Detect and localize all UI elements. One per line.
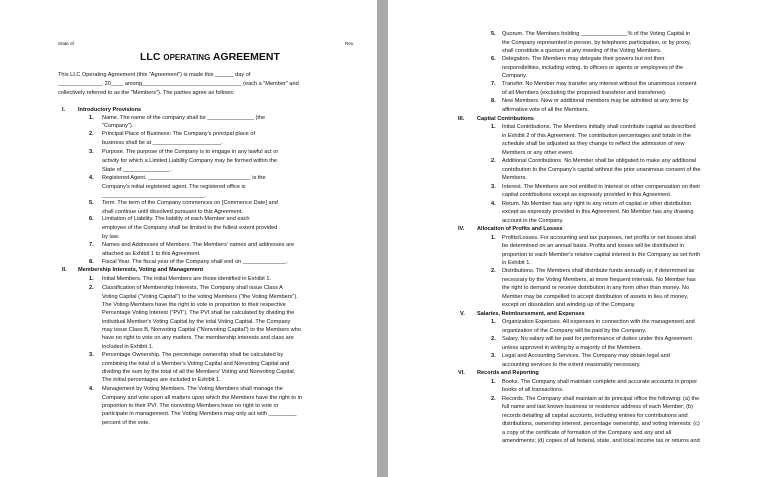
text-line: individual Member's Voting Capital by the total Voting Capital. The Company (102, 319, 291, 325)
text-line: amendments; (d) copies of all federal, state, and local income tax or returns and (502, 438, 700, 444)
text-line: Interest. The Members are not entitled to interest or other compensation on their (502, 184, 701, 190)
text-line: Members. (502, 175, 527, 181)
text-line: books of all transactions. (502, 387, 564, 393)
text-line: Records. The Company shall maintain at its principal office the following: (a) the (502, 396, 700, 402)
text-line: Delegation. The Members may delegate their powers but not their (502, 56, 665, 62)
text-line: Voting Capital ("Voting Capital") to the voting Members ("the Voting Members"). (102, 294, 298, 300)
text-line: contribution to the Company's capital without the prior unanimous consent of the (502, 167, 701, 173)
text-line: Name. The name of the company shall be _______________ (the (102, 115, 266, 121)
text-line: shall continue until dissolved pursuant to this Agreement. (102, 209, 243, 215)
revision-label: Rev. (345, 41, 355, 46)
text-line: IV. (458, 226, 465, 232)
text-line: except on dissolution and winding up of the Company. (502, 302, 636, 308)
text-line: V. (460, 311, 465, 317)
text-line: Organization Expenses. All expenses in connection with the management and (502, 319, 695, 325)
text-line: the right to demand or receive distribution in any form other than money. No (502, 285, 690, 291)
text-line: Return. No Member has any right to any return of capital or other distribution (502, 201, 692, 207)
text-line: 5. (89, 200, 94, 206)
text-line: III. (458, 116, 465, 122)
text-line: 2. (491, 396, 496, 402)
document-page-left (0, 0, 377, 477)
text-line: Salaries, Reimbursement, and Expenses (477, 311, 585, 317)
text-line: 1. (89, 276, 94, 282)
title-part-agreement: AGREEMENT (212, 51, 280, 63)
text-line: Classification of Membership Interests. The Company shall issue Class A (102, 285, 283, 291)
text-line: full name and last known business or residence address of each Member; (b) (502, 404, 693, 410)
document-title (140, 51, 280, 63)
text-line: The Voting Members have the right to vote in proportion to their respective (102, 302, 286, 308)
text-line: 6. (89, 216, 94, 222)
text-line: 1. (491, 319, 496, 325)
text-line: 7. (89, 242, 94, 248)
text-line: The initial percentages are included in Exhibit 1. (102, 377, 221, 383)
text-line: II. (62, 267, 67, 273)
text-line: 8. (89, 259, 94, 265)
text-line: except as expressly provided in this Agreement. No Member has any drawing (502, 209, 694, 215)
text-line: 1. (491, 235, 496, 241)
text-line: Percentage Voting Interest ("PVI"). The PVI shall be calculated by dividing the (102, 310, 295, 316)
text-line: distributions, ownership interest, percentage ownership, and voting interests; (c) (502, 421, 700, 427)
text-line: Members or any other event. (502, 150, 574, 156)
text-line: Additional Contributions. No Member shall be obligated to make any additional (502, 158, 697, 164)
text-line: Profits/Losses. For accounting and tax purposes, net profits or net losses shall (502, 235, 696, 241)
text-line: Capital Contributions (477, 116, 534, 122)
text-line: Company. (502, 73, 528, 79)
text-line: affirmative vote of all the Members. (502, 107, 589, 113)
text-line: 4. (89, 175, 94, 181)
text-line: 1. (491, 124, 496, 130)
text-line: Names and Addresses of Members. The Members' names and addresses are (102, 242, 295, 248)
text-line: "Company"). (102, 123, 134, 129)
text-line: schedule shall be adjusted as they change to reflect the admission of new (502, 141, 685, 147)
text-line: percent of the vote. (102, 420, 150, 426)
text-line: 8. (491, 98, 496, 104)
text-line: 2. (491, 336, 496, 342)
text-line: necessary by the Voting Members, at more frequent intervals. No Member has (502, 277, 696, 283)
state-label: State of (58, 41, 74, 46)
text-line: Legal and Accounting Services. The Company may obtain legal and (502, 353, 670, 359)
text-line: This LLC Operating Agreement (this "Agreement") is made this ______ day of (58, 72, 251, 78)
text-line: 6. (491, 56, 496, 62)
text-line: 3. (89, 149, 94, 155)
text-line: 2. (491, 158, 496, 164)
text-line: 3. (491, 184, 496, 190)
text-line: employee of the Company shall be limited to the fullest extent provided (102, 225, 278, 231)
text-line: have no right to vote on any matters. The membership interests and class are (102, 335, 294, 341)
text-line: Initial Members. The initial Members are those identified in Exhibit 1. (102, 276, 272, 282)
text-line: Books. The Company shall maintain complete and accurate accounts in proper (502, 379, 698, 385)
text-line: Principal Place of Business: The Company's principal place of (102, 131, 256, 137)
text-line: 1. (491, 379, 496, 385)
document-page-right (388, 0, 768, 477)
text-line: organization of the Company will be paid by the Company. (502, 328, 647, 334)
text-line: may issue Class B, Nonvoting Capital ("Nonvoting Capital") to the Members who (102, 327, 301, 333)
text-line: Allocation of Profits and Losses (477, 226, 563, 232)
text-line: Salary. No salary will be paid for performance of duties under this Agreement (502, 336, 692, 342)
text-line: Percentage Ownership. The percentage ownership shall be calculated by (102, 352, 284, 358)
text-line: dividing the sum by the total of all the Members' Voting and Nonvoting Capital. (102, 369, 296, 375)
text-line: Company's initial registered agent. The registered office is (102, 184, 246, 190)
text-line: in Exhibit 2 of this Agreement. The contribution percentages and totals in the (502, 133, 691, 139)
text-line: 3. (491, 353, 496, 359)
text-line: be determined on an annual basis. Profits and losses will be distributed in (502, 243, 684, 249)
text-line: Transfer. No Member may transfer any interest without the unanimous consent (502, 81, 697, 87)
title-part-llc: LLC (140, 51, 161, 63)
text-line: 1. (89, 115, 94, 121)
text-line: 2. (89, 285, 94, 291)
text-line: proportion to each Member's relative capital interest in the Company as set forth (502, 252, 701, 258)
text-line: Registered Agent. _________________________________ is the (102, 175, 266, 181)
text-line: Initial Contributions. The Members initially shall contribute capital as described (502, 124, 696, 130)
text-line: capital contributions except as expressly provided in this Agreement. (502, 192, 672, 198)
text-line: 5. (491, 31, 496, 37)
text-line: included in Exhibit 1. (102, 344, 154, 350)
text-line: State of _______________. (102, 167, 172, 173)
text-line: Limitation of Liability. The liability of each Member and each (102, 216, 250, 222)
title-part-operating: OPERATING (163, 53, 211, 62)
text-line: account in the Company. (502, 218, 564, 224)
text-line: accounting services to the extent reasonably necessary. (502, 362, 641, 368)
text-line: activity for which a Limited Liability Company may be formed within the (102, 158, 278, 164)
text-line: Records and Reporting (477, 370, 539, 376)
text-line: participate in management. The Voting Members may only act with _________ (102, 411, 297, 417)
text-line: VI. (458, 370, 465, 376)
text-line: combining the total of a Member's Voting Capital and Nonvoting Capital and (102, 361, 290, 367)
text-line: _________________________________. (102, 193, 207, 199)
text-line: 2. (491, 268, 496, 274)
text-line: in Exhibit 1. (502, 260, 531, 266)
text-line: collectively referred to as the "Members"). The parties agree as follows: (58, 90, 235, 96)
text-line: responsibilities, including voting, to officers or agents or employees of the (502, 65, 684, 71)
text-line: by law. (102, 234, 120, 240)
text-line: 4. (491, 201, 496, 207)
text-line: of all Members (excluding the proposed transferor and transferee). (502, 90, 667, 96)
text-line: Purpose. The purpose of the Company is to engage in any lawful act or (102, 149, 279, 155)
text-line: Fiscal Year. The fiscal year of the Company shall end on ______________. (102, 259, 288, 265)
text-line: Quorum. The Members holding _______________% of the Voting Capital in (502, 31, 691, 37)
text-line: 4. (89, 386, 94, 392)
text-line: Membership Interests, Voting and Management (78, 267, 204, 273)
text-line: shall constitute a quorum at any meeting of the Voting Members. (502, 48, 662, 54)
text-line: attached as Exhibit 1 to this Agreement. (102, 251, 201, 257)
text-line: I. (62, 107, 66, 113)
text-line: records detailing all capital accounts, including entries for contributions and (502, 413, 688, 419)
text-line: 3. (89, 352, 94, 358)
text-line: Member may be compelled to accept distribution of assets in lieu of money, (502, 294, 689, 300)
text-line: New Members. New or additional members may be admitted at any time by (502, 98, 689, 104)
text-line: Introductory Provisions (78, 107, 142, 113)
text-line: 2. (89, 131, 94, 137)
text-line: Company and vote upon all matters upon which the Members have the right to in (102, 395, 302, 401)
text-line: the Company represented in person, by telephonic participation, or by proxy, (502, 40, 691, 46)
text-line: a copy of the certificate of formation of the Company and any and all (502, 430, 672, 436)
text-line: unless approved in writing by a majority of the Members. (502, 345, 642, 351)
text-line: Distributions. The Members shall distribute funds annually or, if determined as (502, 268, 695, 274)
text-line: proportion to their PVI. The nonvoting Members have no right to vote or (102, 403, 279, 409)
text-line: Management by Voting Members. The Voting Members shall manage the (102, 386, 283, 392)
text-line: business shall be at ______________________. (102, 140, 223, 146)
text-line: ______________, 20____ among________________________________ (each a "Member" and (58, 81, 299, 87)
text-line: Term. The term of the Company commences on [Commence Date] and (102, 200, 278, 206)
text-line: 7. (491, 81, 496, 87)
